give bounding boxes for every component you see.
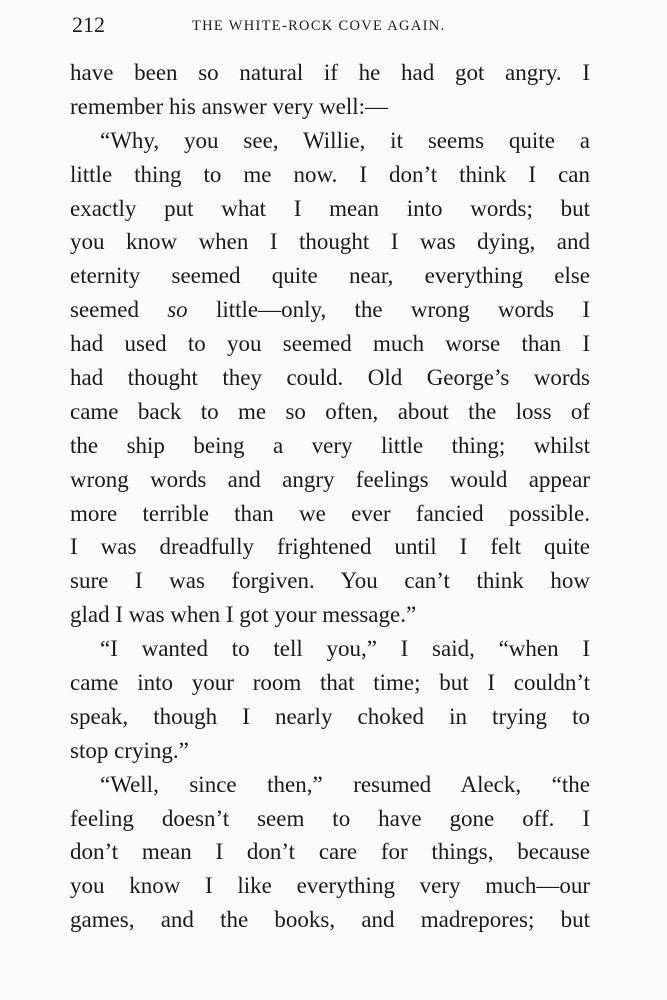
running-head: THE WHITE-ROCK COVE AGAIN. <box>192 18 446 34</box>
text-line: “Well, since then,” resumed Aleck, “the <box>100 771 590 797</box>
text-line: glad I was when I got your message.” <box>70 602 417 628</box>
text-line: stop crying.” <box>70 737 189 763</box>
text-segment: seemed <box>70 297 168 323</box>
text-line: little thing to me now. I don’t think I can <box>70 161 590 187</box>
italic-word: so <box>167 297 188 323</box>
text-line: more terrible than we ever fancied possible. <box>70 500 590 526</box>
page-number: 212 <box>72 12 105 37</box>
text-line: I was dreadfully frightened until I felt quite <box>70 534 590 560</box>
text-line: games, and the books, and madrepores; but <box>70 907 590 933</box>
text-line: you know when I thought I was dying, and <box>70 229 590 255</box>
text-line: “I wanted to tell you,” I said, “when I <box>100 636 590 662</box>
text-segment: little—only, the wrong words I <box>187 297 590 323</box>
text-line: speak, though I nearly choked in trying to <box>70 703 590 729</box>
text-line: feeling doesn’t seem to have gone off. I <box>70 805 590 831</box>
text-line: have been so natural if he had got angry. I <box>70 60 590 85</box>
text-line: exactly put what I mean into words; but <box>70 195 590 221</box>
text-line: “Why, you see, Willie, it seems quite a <box>100 127 590 153</box>
text-line: the ship being a very little thing; whilst <box>70 432 590 458</box>
text-line: eternity seemed quite near, everything else <box>70 263 590 289</box>
text-line: don’t mean I don’t care for things, because <box>70 839 590 865</box>
text-line: remember his answer very well:— <box>70 93 389 119</box>
body-text <box>70 56 590 937</box>
text-line: had thought they could. Old George’s words <box>70 365 590 391</box>
text-line: sure I was forgiven. You can’t think how <box>70 568 590 594</box>
text-line: had used to you seemed much worse than I <box>70 331 590 357</box>
text-line: you know I like everything very much—our <box>70 873 590 899</box>
text-line: came back to me so often, about the loss of <box>70 398 590 424</box>
page-header <box>72 10 592 40</box>
text-line: wrong words and angry feelings would appear <box>70 466 590 492</box>
text-line: came into your room that time; but I couldn’t <box>70 670 590 696</box>
text-line <box>70 293 590 327</box>
